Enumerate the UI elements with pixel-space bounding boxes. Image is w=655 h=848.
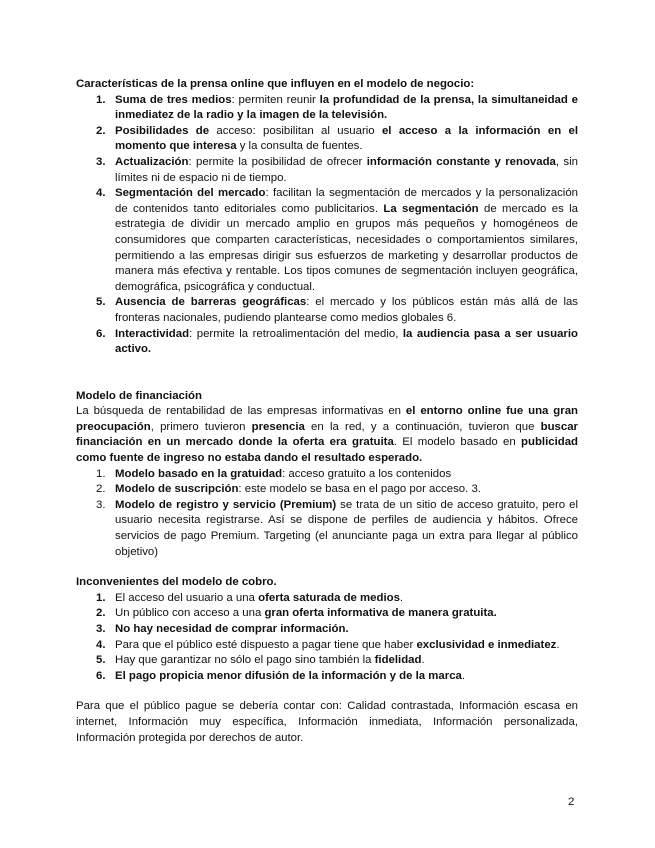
section-heading-inconvenientes: Inconvenientes del modelo de cobro. — [76, 576, 277, 589]
list-item — [76, 669, 578, 685]
text-run: . — [556, 638, 560, 651]
bold-text: presencia — [251, 420, 305, 433]
text-run: . — [421, 654, 425, 667]
bold-text: Modelo basado en la gratuidad — [115, 467, 283, 480]
text-run: , sin límites ni de espacio ni de tiempo. — [115, 155, 578, 184]
bold-text: buscar financiación en un mercado donde la oferta era gratuita — [76, 420, 578, 449]
closing-paragraph: Para que el público pague se debería contar con: Calidad contrastada, Información escasa en internet, Información muy específica, Información inmediata, Información personalizada, Información protegida por derechos de autor. — [76, 700, 578, 744]
list-item — [76, 498, 578, 560]
financiacion-paragraph — [76, 404, 578, 466]
text-run: . El modelo basado en — [393, 436, 522, 449]
list-item-number: 6. — [96, 327, 106, 340]
text-run: : permite la retroalimentación del medio, — [189, 327, 403, 340]
bold-text: el entorno online fue una gran preocupación — [76, 405, 578, 433]
text-run: y la consulta de fuentes. — [236, 140, 363, 153]
list-item — [76, 591, 578, 607]
bold-text: publicidad como fuente de ingreso no estaba dando el resultado esperado. — [76, 436, 578, 465]
bold-text: oferta saturada de medios — [258, 591, 400, 604]
list-item-number: 5. — [96, 654, 106, 667]
bold-text: Modelo de suscripción — [115, 483, 239, 496]
list-item-number: 4. — [96, 187, 106, 200]
text-run: de mercado es la estrategia de dividir un mercado amplio en grupos más pequeños y homogéneos de consumidores que comparten características, necesidades o comportamientos similares, permitiendo a las empresas dirigir sus esfuerzos de marketing y desarrollar productos de manera más efectiva y rentable. Los tipos comunes de segmentación incluyen geográfica, demográfica, psicográfica y conductual. — [115, 202, 579, 293]
list-item — [76, 482, 578, 498]
text-run: acceso: posibilitan al usuario — [209, 124, 382, 137]
text-run: se trata de un sitio de acceso gratuito, pero el usuario necesita registrarse. Así se dispone de perfiles de audiencia y hábitos. Ofrece servicios de pago Premium. Targeting (el anunciante paga un extra para llegar al público objetivo) — [115, 498, 578, 558]
list-item-number: 2. — [96, 483, 106, 496]
bold-text: gran oferta informativa de manera gratuita. — [264, 607, 497, 620]
financiacion-list — [76, 467, 578, 561]
list-item-number: 3. — [96, 155, 106, 168]
section-heading-financiacion: Modelo de financiación — [76, 389, 202, 402]
list-item-number: 3. — [96, 623, 106, 635]
bold-text: El pago propicia menor difusión de la información y de la marca — [115, 669, 462, 682]
list-item — [76, 93, 578, 124]
text-run: Un público con acceso a una — [115, 607, 265, 620]
bold-text: la profundidad de la prensa, la simultaneidad e inmediatez de la radio y la imagen de la televisión. — [115, 93, 578, 122]
text-run: : facilitan la segmentación de mercados y la personalización de contenidos tanto editoriales como publicitarios. — [115, 187, 578, 215]
page-content — [76, 77, 578, 746]
bold-text: Actualización — [115, 155, 189, 168]
text-run: : permite la posibilidad de ofrecer — [188, 155, 367, 168]
bold-text: el acceso a la información en el momento que interesa — [115, 124, 579, 153]
list-item-number: 1. — [96, 591, 106, 604]
list-item — [76, 155, 578, 186]
text-run: Hay que garantizar no sólo el pago sino también la — [115, 654, 375, 667]
text-run: : permiten reunir — [231, 93, 320, 106]
list-item — [76, 186, 578, 295]
text-run: La búsqueda de rentabilidad de las empresas informativas en — [76, 405, 406, 418]
list-item-number: 4. — [96, 638, 106, 651]
list-item — [76, 327, 578, 358]
text-run: en la red, y a continuación, tuvieron que — [304, 420, 541, 433]
caracteristicas-list — [76, 93, 578, 358]
text-run: . — [399, 591, 404, 604]
bold-text: exclusividad e inmediatez — [416, 638, 557, 651]
list-item — [76, 638, 578, 654]
text-run: : el mercado y los públicos están más allá de las fronteras nacionales, pudiendo plantearse como medios globales 6. — [115, 296, 579, 324]
bold-text: Interactividad — [115, 327, 190, 340]
list-item — [76, 653, 578, 669]
list-item — [76, 467, 578, 483]
list-item — [76, 124, 578, 155]
bold-text: Segmentación del mercado — [115, 187, 266, 200]
inconvenientes-list — [76, 591, 578, 685]
bold-text: fidelidad — [374, 654, 422, 667]
bold-text: la audiencia pasa a ser usuario activo. — [115, 327, 578, 356]
bold-text: información constante y renovada — [366, 155, 556, 168]
text-run: : acceso gratuito a los contenidos — [282, 467, 452, 480]
list-item — [76, 606, 578, 622]
bold-text: La segmentación — [383, 202, 479, 215]
bold-text: Ausencia de barreras geográficas — [115, 296, 307, 309]
section-heading-caracteristicas: Características de la prensa online que influyen en el modelo de negocio: — [76, 78, 475, 90]
list-item — [76, 295, 578, 326]
list-item-number: 6. — [96, 669, 106, 682]
text-run: . — [461, 669, 466, 682]
text-run: Para que el público esté dispuesto a pagar tiene que haber — [115, 638, 417, 651]
bold-text: No hay necesidad de comprar información. — [115, 623, 349, 635]
list-item — [76, 622, 578, 638]
list-item-number: 5. — [96, 296, 106, 309]
list-item-number: 1. — [96, 93, 106, 106]
text-run: El acceso del usuario a una — [115, 591, 259, 604]
bold-text: Suma de tres medios — [115, 93, 232, 106]
list-item-number: 3. — [96, 498, 106, 511]
list-item-number: 2. — [96, 607, 106, 620]
list-item-number: 2. — [96, 124, 106, 137]
text-run: , primero tuvieron — [150, 420, 252, 433]
bold-text: Posibilidades de — [115, 124, 210, 137]
page-number: 2 — [568, 796, 575, 808]
text-run: : este modelo se basa en el pago por acceso. 3. — [238, 483, 481, 496]
list-item-number: 1. — [96, 467, 106, 480]
bold-text: Modelo de registro y servicio (Premium) — [115, 498, 337, 511]
